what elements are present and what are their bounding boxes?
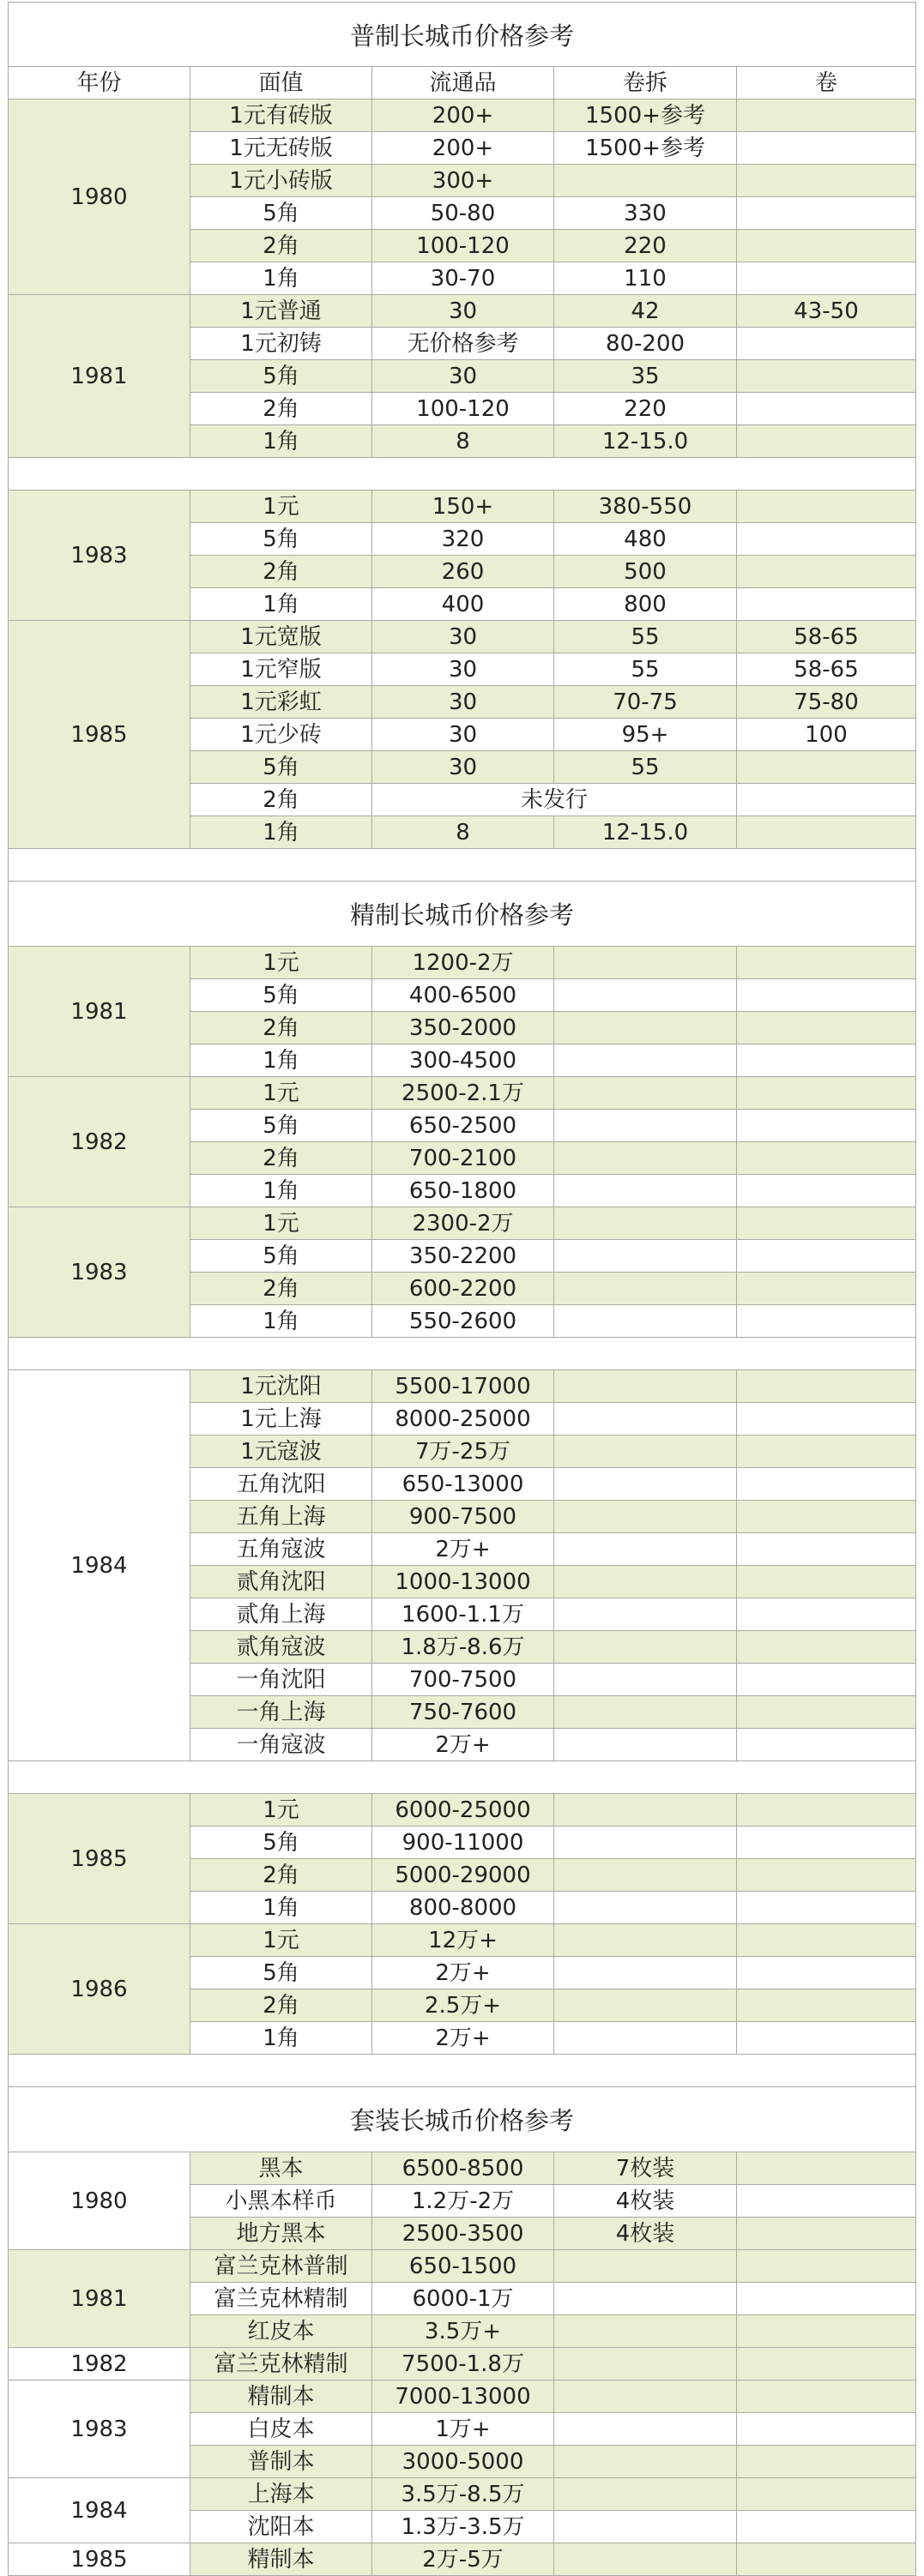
- roll-split-price-cell: [554, 1533, 737, 1566]
- roll-split-price-cell: 800: [554, 588, 737, 621]
- roll-split-price-cell: [554, 1598, 737, 1631]
- denomination-cell: 普制本: [190, 2446, 372, 2478]
- roll-price-cell: [737, 1044, 916, 1077]
- denomination-cell: 5角: [190, 1110, 372, 1142]
- roll-price-cell: [737, 2315, 916, 2348]
- year-cell: 1984: [8, 1370, 190, 1761]
- roll-split-price-cell: [554, 1370, 737, 1403]
- roll-price-cell: [737, 2348, 916, 2380]
- circulated-price-cell: 100-120: [372, 230, 554, 262]
- circulated-price-cell: 5500-17000: [372, 1370, 554, 1403]
- roll-split-price-cell: [554, 1142, 737, 1175]
- roll-price-cell: [737, 1435, 916, 1468]
- denomination-cell: 1元: [190, 1924, 372, 1957]
- denomination-cell: 2角: [190, 393, 372, 425]
- year-cell: 1983: [8, 1207, 190, 1338]
- roll-split-price-cell: 110: [554, 262, 737, 295]
- roll-split-price-cell: [554, 1501, 737, 1533]
- year-cell: 1981: [8, 947, 190, 1077]
- roll-price-cell: [737, 1142, 916, 1175]
- denomination-cell: 5角: [190, 1827, 372, 1859]
- denomination-cell: 1元无砖版: [190, 132, 372, 165]
- roll-price-cell: [737, 393, 916, 425]
- roll-price-cell: 58-65: [737, 653, 916, 686]
- roll-split-price-cell: [554, 1305, 737, 1338]
- roll-price-cell: [737, 751, 916, 784]
- roll-split-price-cell: 330: [554, 197, 737, 230]
- roll-price-cell: [737, 1207, 916, 1240]
- denomination-cell: 1元: [190, 1207, 372, 1240]
- spacer-row: [8, 849, 916, 882]
- denomination-cell: 5角: [190, 979, 372, 1012]
- circulated-price-cell: 8: [372, 816, 554, 849]
- roll-split-price-cell: [554, 1110, 737, 1142]
- roll-split-price-cell: 500: [554, 556, 737, 588]
- denomination-cell: 2角: [190, 1859, 372, 1892]
- circulated-price-cell: 7万-25万: [372, 1435, 554, 1468]
- roll-split-price-cell: 55: [554, 621, 737, 653]
- denomination-cell: 黑本: [190, 2152, 372, 2185]
- denomination-cell: 2角: [190, 1273, 372, 1305]
- denomination-cell: 2角: [190, 1012, 372, 1044]
- roll-split-price-cell: 1500+参考: [554, 99, 737, 132]
- circulated-price-cell: 2500-2.1万: [372, 1077, 554, 1110]
- roll-split-price-cell: 1500+参考: [554, 132, 737, 165]
- circulated-price-cell: 650-2500: [372, 1110, 554, 1142]
- roll-split-price-cell: [554, 1729, 737, 1761]
- denomination-cell: 红皮本: [190, 2315, 372, 2348]
- denomination-cell: 一角沈阳: [190, 1664, 372, 1696]
- roll-price-cell: [737, 197, 916, 230]
- circulated-price-cell: 30: [372, 686, 554, 719]
- denomination-cell: 1元: [190, 1077, 372, 1110]
- spacer-row: [8, 458, 916, 491]
- roll-split-price-cell: 380-550: [554, 491, 737, 523]
- circulated-price-cell: 350-2000: [372, 1012, 554, 1044]
- roll-split-price-cell: 4枚装: [554, 2218, 737, 2250]
- denomination-cell: 1元上海: [190, 1403, 372, 1435]
- denomination-cell: 1角: [190, 1305, 372, 1338]
- denomination-cell: 5角: [190, 1957, 372, 1989]
- year-cell: 1980: [8, 99, 190, 295]
- column-header: 面值: [190, 67, 372, 99]
- column-header: 卷拆: [554, 67, 737, 99]
- roll-price-cell: [737, 979, 916, 1012]
- circulated-price-cell: 5000-29000: [372, 1859, 554, 1892]
- year-cell: 1983: [8, 2380, 190, 2478]
- denomination-cell: 2角: [190, 556, 372, 588]
- roll-split-price-cell: 12-15.0: [554, 816, 737, 849]
- denomination-cell: 五角上海: [190, 1501, 372, 1533]
- roll-split-price-cell: [554, 1827, 737, 1859]
- circulated-price-cell: 2.5万+: [372, 1989, 554, 2022]
- circulated-price-cell: 1000-13000: [372, 1566, 554, 1598]
- roll-split-price-cell: 95+: [554, 719, 737, 751]
- roll-split-price-cell: [554, 1631, 737, 1664]
- denomination-cell: 1角: [190, 1175, 372, 1207]
- roll-split-price-cell: [554, 1566, 737, 1598]
- circulated-price-cell: 400-6500: [372, 979, 554, 1012]
- roll-split-price-cell: 7枚装: [554, 2152, 737, 2185]
- roll-price-cell: [737, 425, 916, 458]
- circulated-price-cell: 650-1800: [372, 1175, 554, 1207]
- roll-split-price-cell: [554, 1859, 737, 1892]
- roll-split-price-cell: [554, 2315, 737, 2348]
- denomination-cell: 一角上海: [190, 1696, 372, 1729]
- circulated-price-cell: 900-7500: [372, 1501, 554, 1533]
- roll-split-price-cell: [554, 1207, 737, 1240]
- year-cell: 1982: [8, 1077, 190, 1207]
- circulated-price-cell: 1.2万-2万: [372, 2185, 554, 2218]
- roll-split-price-cell: [554, 2511, 737, 2543]
- circulated-price-cell: 2万-5万: [372, 2543, 554, 2576]
- roll-price-cell: [737, 1892, 916, 1924]
- roll-split-price-cell: [554, 1435, 737, 1468]
- circulated-price-cell: 1万+: [372, 2413, 554, 2446]
- denomination-cell: 1角: [190, 425, 372, 458]
- roll-price-cell: [737, 1566, 916, 1598]
- circulated-price-cell: 750-7600: [372, 1696, 554, 1729]
- roll-price-cell: [737, 588, 916, 621]
- roll-price-cell: [737, 1403, 916, 1435]
- roll-split-price-cell: 70-75: [554, 686, 737, 719]
- roll-split-price-cell: 55: [554, 653, 737, 686]
- roll-price-cell: [737, 1077, 916, 1110]
- roll-price-cell: [737, 816, 916, 849]
- roll-split-price-cell: 220: [554, 393, 737, 425]
- denomination-cell: 2角: [190, 784, 372, 816]
- spacer-row: [8, 1761, 916, 1794]
- roll-price-cell: [737, 1631, 916, 1664]
- denomination-cell: 五角寇波: [190, 1533, 372, 1566]
- roll-price-cell: [737, 1240, 916, 1273]
- roll-price-cell: [737, 1598, 916, 1631]
- denomination-cell: 1元初铸: [190, 328, 372, 360]
- denomination-cell: 1元少砖: [190, 719, 372, 751]
- circulated-price-cell: 300+: [372, 165, 554, 197]
- denomination-cell: 1元宽版: [190, 621, 372, 653]
- year-cell: 1980: [8, 2152, 190, 2250]
- denomination-cell: 2角: [190, 1989, 372, 2022]
- roll-price-cell: [737, 1794, 916, 1827]
- roll-split-price-cell: [554, 1664, 737, 1696]
- circulated-price-cell: 3.5万+: [372, 2315, 554, 2348]
- roll-split-price-cell: [554, 1957, 737, 1989]
- denomination-cell: 1角: [190, 2022, 372, 2055]
- roll-price-cell: [737, 556, 916, 588]
- roll-price-cell: [737, 1305, 916, 1338]
- denomination-cell: 1角: [190, 1044, 372, 1077]
- roll-price-cell: [737, 947, 916, 979]
- roll-price-cell: [737, 1827, 916, 1859]
- circulated-price-cell: 1.3万-3.5万: [372, 2511, 554, 2543]
- denomination-cell: 1元窄版: [190, 653, 372, 686]
- roll-split-price-cell: [554, 2250, 737, 2283]
- circulated-price-cell: 8: [372, 425, 554, 458]
- roll-split-price-cell: [554, 947, 737, 979]
- circulated-price-cell: 6000-25000: [372, 1794, 554, 1827]
- circulated-price-cell: 6500-8500: [372, 2152, 554, 2185]
- denomination-cell: 沈阳本: [190, 2511, 372, 2543]
- denomination-cell: 1角: [190, 1892, 372, 1924]
- roll-price-cell: [737, 523, 916, 556]
- circulated-price-cell: 30: [372, 751, 554, 784]
- circulated-price-cell: 无价格参考: [372, 328, 554, 360]
- roll-split-price-cell: 80-200: [554, 328, 737, 360]
- denomination-cell: 小黑本样币: [190, 2185, 372, 2218]
- roll-split-price-cell: 4枚装: [554, 2185, 737, 2218]
- roll-price-cell: [737, 2511, 916, 2543]
- circulated-price-cell: 200+: [372, 132, 554, 165]
- roll-split-price-cell: 55: [554, 751, 737, 784]
- column-header: 年份: [8, 67, 190, 99]
- circulated-price-cell: 30: [372, 653, 554, 686]
- roll-price-cell: [737, 2022, 916, 2055]
- roll-split-price-cell: 12-15.0: [554, 425, 737, 458]
- roll-split-price-cell: 480: [554, 523, 737, 556]
- circulated-price-cell: 7000-13000: [372, 2380, 554, 2413]
- denomination-cell: 1角: [190, 262, 372, 295]
- denomination-cell: 贰角上海: [190, 1598, 372, 1631]
- denomination-cell: 1角: [190, 816, 372, 849]
- roll-price-cell: [737, 1110, 916, 1142]
- section-title: 套装长城币价格参考: [8, 2087, 916, 2152]
- circulated-price-cell: 350-2200: [372, 1240, 554, 1273]
- circulated-price-cell: 30: [372, 360, 554, 393]
- denomination-cell: 1元小砖版: [190, 165, 372, 197]
- roll-price-cell: [737, 1957, 916, 1989]
- circulated-price-cell: 3000-5000: [372, 2446, 554, 2478]
- circulated-price-cell: 650-13000: [372, 1468, 554, 1501]
- roll-split-price-cell: [554, 2446, 737, 2478]
- roll-price-cell: [737, 1533, 916, 1566]
- denomination-cell: 富兰克林普制: [190, 2250, 372, 2283]
- roll-split-price-cell: [554, 2413, 737, 2446]
- denomination-cell: 上海本: [190, 2478, 372, 2511]
- circulated-price-cell: 2万+: [372, 2022, 554, 2055]
- roll-split-price-cell: 未发行: [372, 784, 737, 816]
- roll-price-cell: 43-50: [737, 295, 916, 328]
- roll-price-cell: [737, 165, 916, 197]
- roll-split-price-cell: 220: [554, 230, 737, 262]
- denomination-cell: 1角: [190, 588, 372, 621]
- roll-price-cell: [737, 1989, 916, 2022]
- roll-split-price-cell: 35: [554, 360, 737, 393]
- circulated-price-cell: 400: [372, 588, 554, 621]
- circulated-price-cell: 200+: [372, 99, 554, 132]
- denomination-cell: 1元有砖版: [190, 99, 372, 132]
- roll-split-price-cell: [554, 2283, 737, 2315]
- roll-price-cell: [737, 1012, 916, 1044]
- denomination-cell: 贰角沈阳: [190, 1566, 372, 1598]
- roll-price-cell: [737, 262, 916, 295]
- roll-price-cell: [737, 1273, 916, 1305]
- roll-price-cell: [737, 1924, 916, 1957]
- denomination-cell: 1元: [190, 947, 372, 979]
- circulated-price-cell: 1600-1.1万: [372, 1598, 554, 1631]
- roll-split-price-cell: [554, 1175, 737, 1207]
- denomination-cell: 1元彩虹: [190, 686, 372, 719]
- circulated-price-cell: 700-2100: [372, 1142, 554, 1175]
- denomination-cell: 1元: [190, 491, 372, 523]
- circulated-price-cell: 2500-3500: [372, 2218, 554, 2250]
- roll-price-cell: [737, 2283, 916, 2315]
- roll-price-cell: [737, 360, 916, 393]
- roll-price-cell: 100: [737, 719, 916, 751]
- year-cell: 1983: [8, 491, 190, 621]
- circulated-price-cell: 600-2200: [372, 1273, 554, 1305]
- roll-price-cell: [737, 230, 916, 262]
- circulated-price-cell: 30-70: [372, 262, 554, 295]
- roll-split-price-cell: [554, 1924, 737, 1957]
- year-cell: 1985: [8, 1794, 190, 1924]
- circulated-price-cell: 7500-1.8万: [372, 2348, 554, 2380]
- circulated-price-cell: 6000-1万: [372, 2283, 554, 2315]
- roll-price-cell: [737, 1696, 916, 1729]
- denomination-cell: 1元寇波: [190, 1435, 372, 1468]
- denomination-cell: 2角: [190, 1142, 372, 1175]
- roll-price-cell: [737, 2152, 916, 2185]
- circulated-price-cell: 2万+: [372, 1533, 554, 1566]
- roll-price-cell: [737, 2478, 916, 2511]
- roll-split-price-cell: [554, 2380, 737, 2413]
- circulated-price-cell: 550-2600: [372, 1305, 554, 1338]
- roll-split-price-cell: [554, 2348, 737, 2380]
- section-title: 普制长城币价格参考: [8, 2, 916, 67]
- denomination-cell: 5角: [190, 1240, 372, 1273]
- roll-price-cell: [737, 99, 916, 132]
- circulated-price-cell: 800-8000: [372, 1892, 554, 1924]
- roll-price-cell: [737, 784, 916, 816]
- roll-split-price-cell: [554, 2022, 737, 2055]
- year-cell: 1984: [8, 2478, 190, 2543]
- denomination-cell: 一角寇波: [190, 1729, 372, 1761]
- year-cell: 1981: [8, 295, 190, 458]
- roll-price-cell: [737, 2250, 916, 2283]
- circulated-price-cell: 30: [372, 295, 554, 328]
- roll-split-price-cell: [554, 1989, 737, 2022]
- circulated-price-cell: 12万+: [372, 1924, 554, 1957]
- roll-split-price-cell: [554, 1892, 737, 1924]
- circulated-price-cell: 650-1500: [372, 2250, 554, 2283]
- denomination-cell: 5角: [190, 197, 372, 230]
- roll-split-price-cell: [554, 1403, 737, 1435]
- roll-price-cell: 58-65: [737, 621, 916, 653]
- roll-price-cell: [737, 2413, 916, 2446]
- roll-split-price-cell: 42: [554, 295, 737, 328]
- denomination-cell: 5角: [190, 523, 372, 556]
- roll-price-cell: [737, 132, 916, 165]
- denomination-cell: 2角: [190, 230, 372, 262]
- roll-split-price-cell: [554, 2543, 737, 2576]
- roll-split-price-cell: [554, 1240, 737, 1273]
- circulated-price-cell: 8000-25000: [372, 1403, 554, 1435]
- roll-price-cell: [737, 328, 916, 360]
- circulated-price-cell: 2万+: [372, 1729, 554, 1761]
- circulated-price-cell: 260: [372, 556, 554, 588]
- roll-split-price-cell: [554, 1468, 737, 1501]
- denomination-cell: 富兰克林精制: [190, 2348, 372, 2380]
- roll-split-price-cell: [554, 2478, 737, 2511]
- roll-price-cell: [737, 2218, 916, 2250]
- year-cell: 1982: [8, 2348, 190, 2380]
- denomination-cell: 精制本: [190, 2543, 372, 2576]
- roll-split-price-cell: [554, 979, 737, 1012]
- roll-price-cell: [737, 1175, 916, 1207]
- roll-price-cell: [737, 2446, 916, 2478]
- roll-price-cell: [737, 491, 916, 523]
- roll-split-price-cell: [554, 1012, 737, 1044]
- denomination-cell: 五角沈阳: [190, 1468, 372, 1501]
- roll-price-cell: [737, 1501, 916, 1533]
- roll-price-cell: 75-80: [737, 686, 916, 719]
- circulated-price-cell: 3.5万-8.5万: [372, 2478, 554, 2511]
- column-header: 卷: [737, 67, 916, 99]
- circulated-price-cell: 30: [372, 621, 554, 653]
- circulated-price-cell: 1.8万-8.6万: [372, 1631, 554, 1664]
- circulated-price-cell: 1200-2万: [372, 947, 554, 979]
- spacer-row: [8, 1338, 916, 1370]
- roll-split-price-cell: [554, 1273, 737, 1305]
- roll-price-cell: [737, 1370, 916, 1403]
- roll-split-price-cell: [554, 1044, 737, 1077]
- roll-price-cell: [737, 1729, 916, 1761]
- roll-price-cell: [737, 2380, 916, 2413]
- denomination-cell: 1元沈阳: [190, 1370, 372, 1403]
- roll-price-cell: [737, 2543, 916, 2576]
- header-row: [8, 67, 916, 99]
- denomination-cell: 1元: [190, 1794, 372, 1827]
- circulated-price-cell: 300-4500: [372, 1044, 554, 1077]
- circulated-price-cell: 700-7500: [372, 1664, 554, 1696]
- denomination-cell: 白皮本: [190, 2413, 372, 2446]
- circulated-price-cell: 100-120: [372, 393, 554, 425]
- spacer-row: [8, 2055, 916, 2087]
- roll-split-price-cell: [554, 1696, 737, 1729]
- denomination-cell: 精制本: [190, 2380, 372, 2413]
- roll-split-price-cell: [554, 165, 737, 197]
- denomination-cell: 地方黑本: [190, 2218, 372, 2250]
- circulated-price-cell: 2万+: [372, 1957, 554, 1989]
- circulated-price-cell: 900-11000: [372, 1827, 554, 1859]
- denomination-cell: 富兰克林精制: [190, 2283, 372, 2315]
- roll-price-cell: [737, 1468, 916, 1501]
- year-cell: 1985: [8, 2543, 190, 2576]
- column-header: 流通品: [372, 67, 554, 99]
- roll-price-cell: [737, 1664, 916, 1696]
- denomination-cell: 1元普通: [190, 295, 372, 328]
- circulated-price-cell: 30: [372, 719, 554, 751]
- circulated-price-cell: 320: [372, 523, 554, 556]
- denomination-cell: 贰角寇波: [190, 1631, 372, 1664]
- roll-price-cell: [737, 1859, 916, 1892]
- roll-split-price-cell: [554, 1077, 737, 1110]
- year-cell: 1985: [8, 621, 190, 849]
- circulated-price-cell: 2300-2万: [372, 1207, 554, 1240]
- year-cell: 1981: [8, 2250, 190, 2348]
- year-cell: 1986: [8, 1924, 190, 2055]
- circulated-price-cell: 150+: [372, 491, 554, 523]
- circulated-price-cell: 50-80: [372, 197, 554, 230]
- section-title: 精制长城币价格参考: [8, 882, 916, 947]
- denomination-cell: 5角: [190, 751, 372, 784]
- roll-price-cell: [737, 2185, 916, 2218]
- denomination-cell: 5角: [190, 360, 372, 393]
- roll-split-price-cell: [554, 1794, 737, 1827]
